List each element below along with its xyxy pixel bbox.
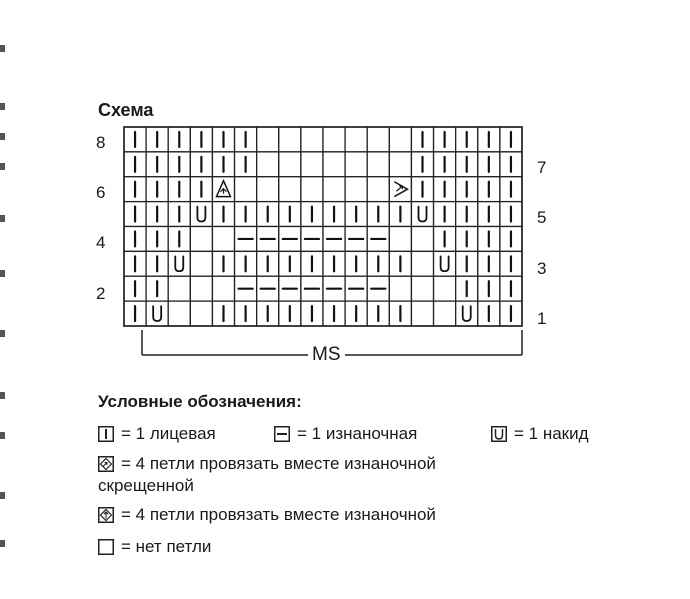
chart-cell-knit-stitch [345,202,367,227]
chart-cell-knit-stitch [456,177,478,202]
scan-edge-mark [0,133,5,140]
repeat-label: MS [308,344,345,366]
chart-cell-knit-stitch [124,251,146,276]
chart-cell-no-stitch [323,127,345,152]
legend-yarnover: = 1 накид [514,424,589,443]
chart-cell-no-stitch [411,276,433,301]
chart-cell-knit-stitch [146,177,168,202]
chart-cell-knit-stitch [301,202,323,227]
chart-cell-purl-stitch [279,227,301,252]
chart-cell-no-stitch [190,227,212,252]
chart-cell-no-stitch [434,276,456,301]
knit-stitch-icon [98,426,114,442]
chart-cell-yarn-over [168,251,190,276]
chart-cell-knit-stitch [478,251,500,276]
legend-purl: = 1 изнаночная [297,424,418,443]
chart-cell-knit-stitch [301,301,323,326]
chart-cell-no-stitch [367,177,389,202]
chart-cell-purl-stitch [323,276,345,301]
chart-cell-knit-stitch [124,276,146,301]
legend-decrease-left-line1: = 4 петли провязать вместе изнаночной [121,454,436,473]
chart-cell-knit-stitch [235,251,257,276]
chart-cell-no-stitch [212,227,234,252]
row-number-5: 5 [537,208,547,227]
chart-cell-no-stitch [301,177,323,202]
chart-cell-no-stitch [190,251,212,276]
chart-title: Схема [98,100,154,120]
legend-decrease-up: = 4 петли провязать вместе изнаночной [121,505,436,524]
chart-cell-knit-stitch [478,202,500,227]
chart-cell-knit-stitch [279,251,301,276]
chart-cell-no-stitch [411,251,433,276]
chart-cell-no-stitch [389,276,411,301]
chart-cell-knit-stitch [235,202,257,227]
row-number-1: 1 [537,309,547,328]
chart-cell-purl-stitch [235,227,257,252]
chart-cell-knit-stitch [124,177,146,202]
chart-cell-knit-stitch [478,152,500,177]
chart-cell-no-stitch [212,276,234,301]
chart-cell-purl-stitch [367,227,389,252]
chart-cell-no-stitch [190,301,212,326]
chart-cell-knit-stitch [411,127,433,152]
chart-cell-knit-stitch [146,276,168,301]
chart-cell-knit-stitch [500,251,522,276]
chart-cell-knit-stitch [500,202,522,227]
chart-cell-knit-stitch [301,251,323,276]
chart-cell-knit-stitch [323,202,345,227]
chart-cell-yarn-over [434,251,456,276]
purl-stitch-icon [274,426,290,442]
chart-cell-no-stitch [345,177,367,202]
chart-cell-knit-stitch [146,227,168,252]
scan-edge-mark [0,432,5,439]
chart-cell-knit-stitch [257,202,279,227]
chart-cell-no-stitch [235,177,257,202]
chart-cell-purl-stitch [345,227,367,252]
row-number-6: 6 [96,183,106,202]
yarn-over-icon [491,426,507,442]
chart-cell-knit-stitch [456,227,478,252]
chart-cell-purl-stitch [257,227,279,252]
chart-cell-knit-stitch [345,301,367,326]
stitch-grid [123,126,523,327]
chart-cell-knit-stitch [124,202,146,227]
chart-cell-knit-stitch [434,152,456,177]
chart-cell-knit-stitch [124,301,146,326]
chart-cell-knit-stitch [235,301,257,326]
scan-edge-mark [0,392,5,399]
chart-cell-knit-stitch [146,152,168,177]
chart-cell-knit-stitch [500,177,522,202]
chart-cell-no-stitch [168,301,190,326]
chart-cell-knit-stitch [212,202,234,227]
chart-cell-knit-stitch [411,177,433,202]
chart-cell-knit-stitch [124,227,146,252]
row-number-4: 4 [96,233,106,252]
chart-cell-knit-stitch [500,127,522,152]
chart-cell-knit-stitch [500,301,522,326]
chart-cell-no-stitch [168,276,190,301]
chart-cell-no-stitch [367,152,389,177]
legend-no-stitch: = нет петли [121,537,212,556]
chart-cell-knit-stitch [478,227,500,252]
row-number-8: 8 [96,133,106,152]
chart-cell-no-stitch [301,127,323,152]
chart-cell-no-stitch [257,127,279,152]
chart-cell-knit-stitch [168,202,190,227]
chart-cell-yarn-over [146,301,168,326]
chart-cell-knit-stitch [456,251,478,276]
chart-cell-knit-stitch [257,251,279,276]
decrease-left-icon [98,456,114,472]
chart-cell-knit-stitch [389,251,411,276]
chart-cell-no-stitch [345,127,367,152]
chart-cell-purl-stitch [323,227,345,252]
chart-cell-purl-stitch [257,276,279,301]
scan-edge-mark [0,540,5,547]
chart-cell-knit-stitch [146,202,168,227]
chart-cell-knit-stitch [168,127,190,152]
chart-cell-knit-stitch [190,152,212,177]
chart-cell-knit-stitch [434,227,456,252]
chart-cell-no-stitch [434,301,456,326]
chart-cell-knit-stitch [124,152,146,177]
chart-cell-knit-stitch [190,177,212,202]
scan-edge-mark [0,270,5,277]
chart-cell-no-stitch [411,301,433,326]
chart-cell-knit-stitch [146,251,168,276]
chart-cell-knit-stitch [434,202,456,227]
chart-cell-knit-stitch [456,276,478,301]
chart-cell-knit-stitch [456,127,478,152]
scan-edge-mark [0,45,5,52]
chart-cell-knit-stitch [279,301,301,326]
row-number-2: 2 [96,284,106,303]
chart-cell-no-stitch [257,177,279,202]
legend-title: Условные обозначения: [98,392,302,411]
chart-cell-knit-stitch [323,301,345,326]
chart-cell-knit-stitch [500,152,522,177]
chart-cell-knit-stitch [478,177,500,202]
chart-cell-no-stitch [367,127,389,152]
chart-cell-knit-stitch [235,127,257,152]
chart-cell-knit-stitch [367,202,389,227]
chart-cell-knit-stitch [212,127,234,152]
scan-edge-mark [0,163,5,170]
chart-cell-decrease-up-stitch [212,177,234,202]
chart-cell-no-stitch [323,152,345,177]
chart-cell-knit-stitch [478,301,500,326]
decrease-up-icon [98,507,114,523]
chart-cell-no-stitch [279,127,301,152]
chart-cell-no-stitch [389,127,411,152]
chart-cell-no-stitch [345,152,367,177]
chart-cell-knit-stitch [500,227,522,252]
chart-cell-decrease-left-stitch [389,177,411,202]
scan-edge-mark [0,103,5,110]
chart-cell-knit-stitch [389,202,411,227]
chart-cell-knit-stitch [168,152,190,177]
chart-cell-knit-stitch [235,152,257,177]
chart-cell-no-stitch [389,227,411,252]
no-stitch-icon [98,539,114,555]
chart-cell-yarn-over [411,202,433,227]
chart-cell-knit-stitch [212,152,234,177]
chart-cell-knit-stitch [257,301,279,326]
chart-cell-knit-stitch [478,276,500,301]
chart-cell-knit-stitch [367,301,389,326]
chart-cell-purl-stitch [279,276,301,301]
chart-cell-purl-stitch [367,276,389,301]
chart-cell-knit-stitch [323,251,345,276]
chart-cell-no-stitch [279,177,301,202]
legend-decrease-left-line2: скрещенной [98,476,194,495]
chart-cell-knit-stitch [146,127,168,152]
chart-cell-knit-stitch [434,127,456,152]
chart-cell-no-stitch [411,227,433,252]
chart-cell-knit-stitch [456,152,478,177]
scan-edge-mark [0,330,5,337]
scan-edge-mark [0,215,5,222]
chart-cell-knit-stitch [500,276,522,301]
chart-cell-yarn-over [456,301,478,326]
chart-cell-knit-stitch [411,152,433,177]
scan-edge-mark [0,492,5,499]
chart-cell-no-stitch [301,152,323,177]
chart-cell-purl-stitch [301,227,323,252]
chart-cell-knit-stitch [434,177,456,202]
chart-cell-no-stitch [190,276,212,301]
chart-cell-knit-stitch [478,127,500,152]
legend-knit: = 1 лицевая [121,424,216,443]
chart-cell-knit-stitch [190,127,212,152]
row-number-7: 7 [537,158,547,177]
chart-cell-purl-stitch [235,276,257,301]
chart-cell-knit-stitch [124,127,146,152]
chart-cell-knit-stitch [168,227,190,252]
chart-cell-no-stitch [323,177,345,202]
chart-cell-knit-stitch [389,301,411,326]
row-number-3: 3 [537,259,547,278]
chart-cell-knit-stitch [345,251,367,276]
chart-cell-no-stitch [257,152,279,177]
chart-cell-no-stitch [279,152,301,177]
chart-cell-no-stitch [389,152,411,177]
chart-cell-knit-stitch [212,301,234,326]
chart-cell-knit-stitch [279,202,301,227]
chart-cell-yarn-over [190,202,212,227]
chart-cell-knit-stitch [367,251,389,276]
chart-cell-knit-stitch [212,251,234,276]
chart-cell-purl-stitch [345,276,367,301]
chart-cell-purl-stitch [301,276,323,301]
chart-cell-knit-stitch [168,177,190,202]
chart-cell-knit-stitch [456,202,478,227]
